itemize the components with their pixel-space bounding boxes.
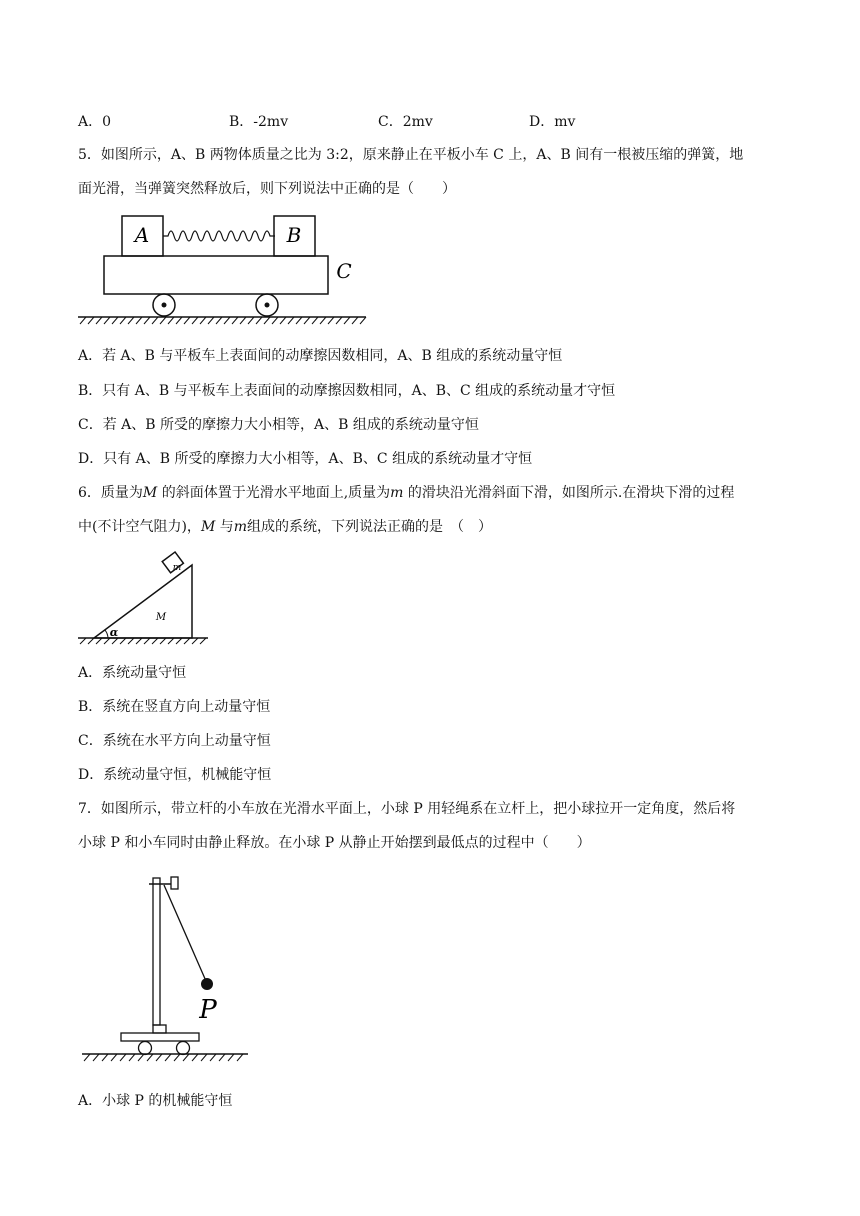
q6-option-c: C．系统在水平方向上动量守恒 [78,733,271,749]
q6-stem-line-1: 6．质量为M 的斜面体置于光滑水平地面上,质量为m 的滑块沿光滑斜面下滑，如图所示.在滑块下滑的过程 [78,485,735,501]
q5-option-b: B．只有 A、B 与平板车上表面间的动摩擦因数相同，A、B、C 组成的系统动量才守恒 [78,383,616,399]
string [164,885,206,981]
q5-stem-line-1: 5．如图所示，A、B 两物体质量之比为 3:2，原来静止在平板小车 C 上，A、B 间有一根被压缩的弹簧，地 [78,147,744,163]
q7-stem-line-1: 7．如图所示，带立杆的小车放在光滑水平面上，小球 P 用轻绳系在立杆上，把小球拉开一定角度，然后将 [78,801,736,817]
q6-option-b: B．系统在竖直方向上动量守恒 [78,699,271,715]
pole [153,878,160,1025]
wheel-left [139,1042,152,1055]
clamp [171,877,178,889]
label-c: C [336,259,352,283]
cart-body [104,256,328,294]
q6-option-d: D．系统动量守恒，机械能守恒 [78,767,272,783]
q4-option-d: D．mv [529,114,576,130]
symbol-M: M [142,485,158,501]
symbol-m: m [390,485,404,501]
angle-arc [105,630,108,638]
ground-hatching [80,317,366,324]
ground-hatching [84,1054,243,1061]
symbol-m: m [233,519,248,535]
compressed-spring [163,231,275,241]
q5-option-a: A．若 A、B 与平板车上表面间的动摩擦因数相同，A、B 组成的系统动量守恒 [78,348,563,364]
q6-figure-incline [76,548,216,648]
q4-option-a: A．0 [78,114,112,130]
label-p: P [199,995,217,1025]
q4-option-c: C．2mv [378,114,433,130]
cart-platform [121,1033,199,1041]
ball-p [201,978,213,990]
wheel-right [177,1042,190,1055]
q7-stem-line-2: 小球 P 和小车同时由静止释放。在小球 P 从静止开始摆到最低点的过程中（ ） [78,835,591,851]
q5-option-c: C．若 A、B 所受的摩擦力大小相等，A、B 组成的系统动量守恒 [78,417,479,433]
q5-stem-line-2: 面光滑，当弹簧突然释放后，则下列说法中正确的是（ ） [78,181,456,197]
incline-wedge [94,565,192,638]
symbol-M: M [200,519,216,535]
q6-option-a: A．系统动量守恒 [78,665,187,681]
q7-figure-pendulum-cart [76,868,256,1066]
label-m: m [172,563,182,573]
q4-option-b: B．-2mv [229,114,289,130]
label-b: B [286,223,302,247]
label-a: A [134,223,150,247]
ground-hatching [80,638,206,644]
pole-base [153,1025,166,1033]
q7-option-a: A．小球 P 的机械能守恒 [78,1093,233,1109]
label-alpha: α [109,626,119,639]
label-M: M [155,612,167,623]
q6-stem-line-2: 中(不计空气阻力)，M 与m组成的系统，下列说法正确的是 （ ） [78,519,493,535]
q5-figure-cart-spring [76,210,376,328]
q5-option-d: D．只有 A、B 所受的摩擦力大小相等，A、B、C 组成的系统动量才守恒 [78,451,533,467]
